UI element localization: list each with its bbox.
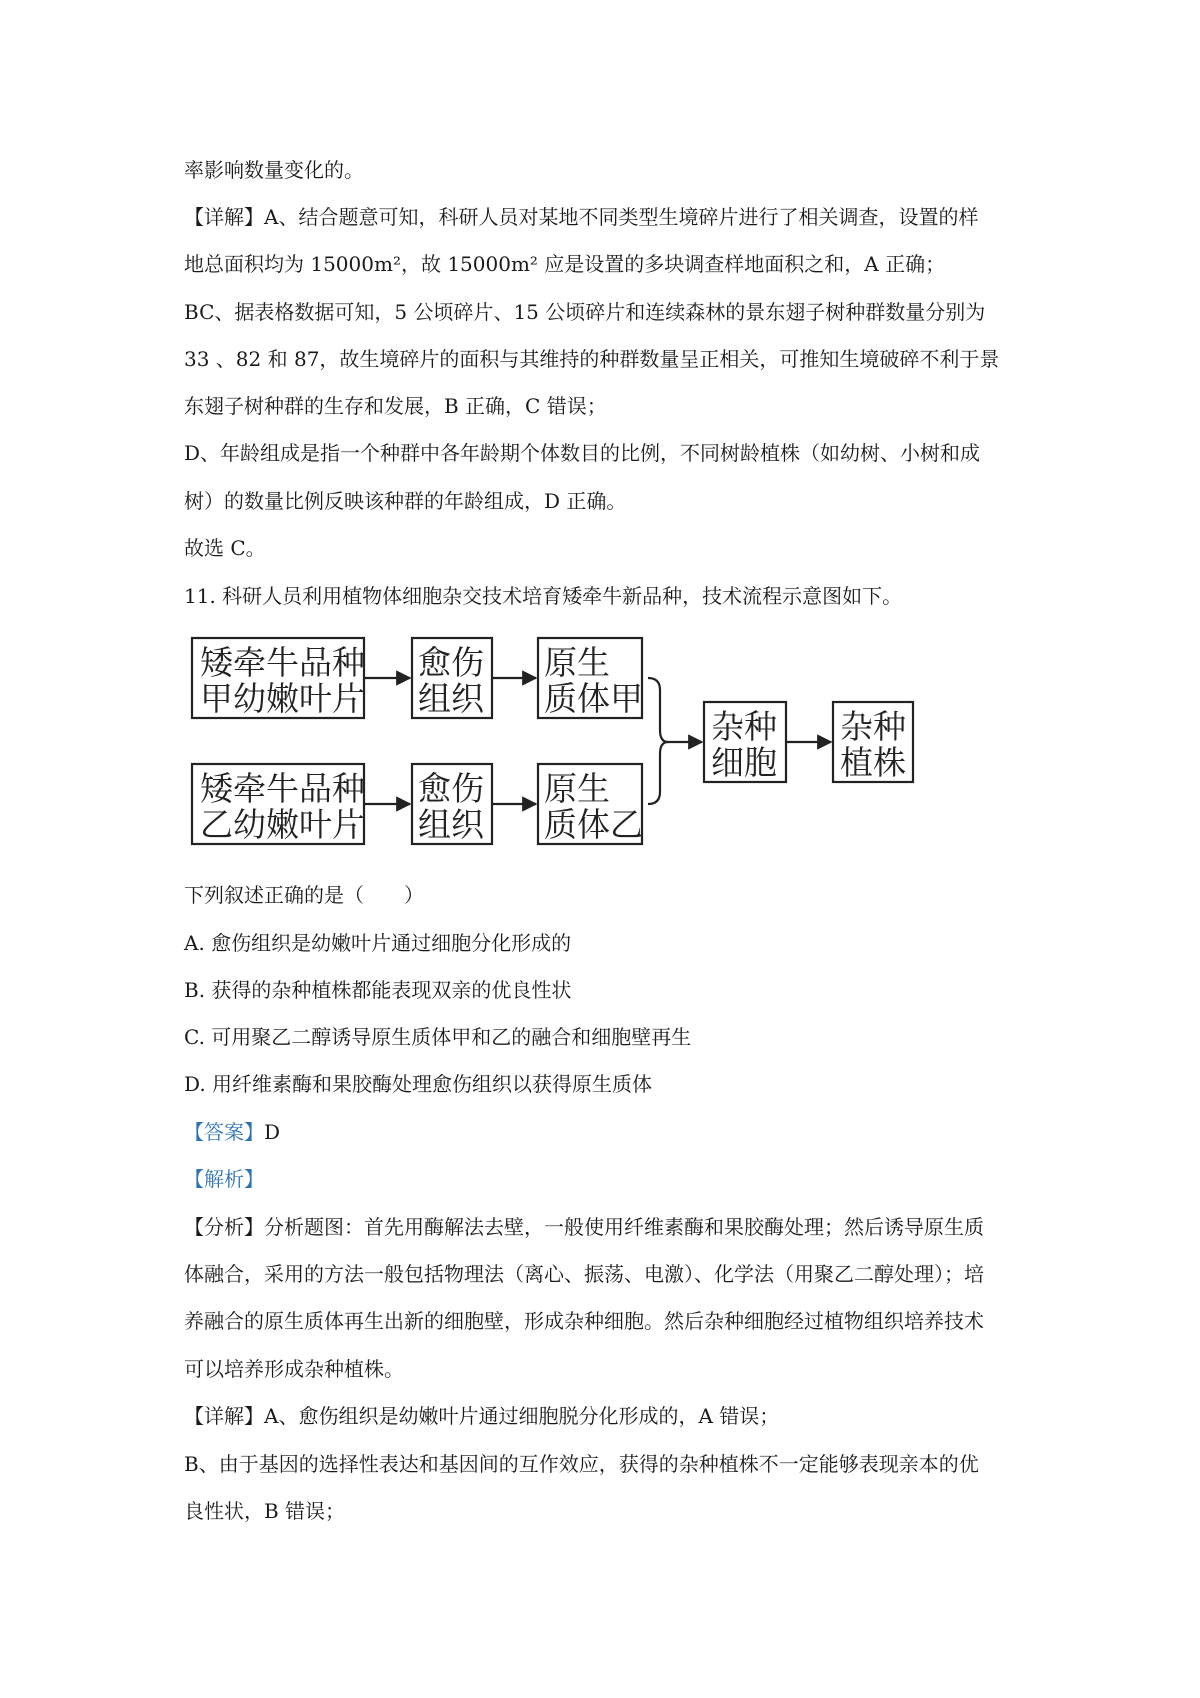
text-line: B、由于基因的选择性表达和基因间的互作效应，获得的杂种植株不一定能够表现亲本的优 <box>184 1452 979 1476</box>
analysis-label: 【解析】 <box>184 1167 264 1191</box>
diagram-label: 愈伤 <box>418 643 484 682</box>
diagram-label: 矮牵牛品种 <box>200 769 365 808</box>
diagram-label: 甲幼嫩叶片 <box>200 679 365 718</box>
answer-line <box>184 1117 1034 1147</box>
diagram-label: 乙幼嫩叶片 <box>200 805 365 844</box>
text-line: 良性状，B 错误； <box>184 1499 346 1523</box>
diagram-label: 愈伤 <box>418 769 484 808</box>
option-a: A. 愈伤组织是幼嫩叶片通过细胞分化形成的 <box>184 931 572 955</box>
text-line: D、年龄组成是指一个种群中各年龄期个体数目的比例，不同树龄植株（如幼树、小树和成 <box>184 441 981 465</box>
text-line: 【分析】分析题图：首先用酶解法去壁，一般使用纤维素酶和果胶酶处理；然后诱导原生质 <box>184 1215 984 1239</box>
question-stem: 11. 科研人员利用植物体细胞杂交技术培育矮牵牛新品种，技术流程示意图如下。 <box>184 584 903 608</box>
text-line: 体融合，采用的方法一般包括物理法（离心、振荡、电激）、化学法（用聚乙二醇处理）；培 <box>184 1262 984 1286</box>
answer-value: D <box>264 1120 281 1144</box>
brace <box>648 678 668 804</box>
flow-diagram <box>190 632 950 862</box>
text-line: 养融合的原生质体再生出新的细胞壁，形成杂种细胞。然后杂种细胞经过植物组织培养技术 <box>184 1309 984 1333</box>
diagram-label: 杂种 <box>840 707 906 746</box>
diagram-label: 细胞 <box>711 743 777 782</box>
diagram-label: 杂种 <box>711 707 777 746</box>
diagram-label: 质体甲 <box>544 679 643 718</box>
diagram-label: 植株 <box>840 743 906 782</box>
text-line: 率影响数量变化的。 <box>184 158 364 182</box>
option-b: B. 获得的杂种植株都能表现双亲的优良性状 <box>184 978 572 1002</box>
diagram-label: 组织 <box>418 679 484 718</box>
diagram-label: 组织 <box>418 805 484 844</box>
text-line: 地总面积均为 15000m²，故 15000m² 应是设置的多块调查样地面积之和，A 正确； <box>184 252 946 276</box>
text-line: 树）的数量比例反映该种群的年龄组成，D 正确。 <box>184 489 627 513</box>
option-c: C. 可用聚乙二醇诱导原生质体甲和乙的融合和细胞壁再生 <box>184 1025 692 1049</box>
diagram-label: 原生 <box>544 769 610 808</box>
diagram-label: 原生 <box>544 643 610 682</box>
text-line: 东翅子树种群的生存和发展，B 正确，C 错误； <box>184 394 607 418</box>
detail-tag: 【详解】 <box>184 1404 264 1428</box>
diagram-label: 质体乙 <box>544 805 643 844</box>
question-prompt: 下列叙述正确的是（ ） <box>184 883 424 907</box>
text-line: 33 、82 和 87，故生境碎片的面积与其维持的种群数量呈正相关，可推知生境破碎不利于景 <box>184 347 1000 371</box>
text-line: 【详解】A、愈伤组织是幼嫩叶片通过细胞脱分化形成的，A 错误； <box>184 1404 780 1428</box>
answer-label: 【答案】 <box>184 1120 264 1144</box>
text-line: 故选 C。 <box>184 536 266 560</box>
text-line: 【详解】A、结合题意可知，科研人员对某地不同类型生境碎片进行了相关调查，设置的样 <box>184 205 979 229</box>
text-line: BC、据表格数据可知，5 公顷碎片、15 公顷碎片和连续森林的景东翅子树种群数量分别为 <box>184 300 986 324</box>
diagram-label: 矮牵牛品种 <box>200 643 365 682</box>
detail-tag: 【详解】 <box>184 205 264 229</box>
analysis-tag: 【分析】 <box>184 1215 264 1239</box>
text-line: 可以培养形成杂种植株。 <box>184 1357 404 1381</box>
option-d: D. 用纤维素酶和果胶酶处理愈伤组织以获得原生质体 <box>184 1072 653 1096</box>
